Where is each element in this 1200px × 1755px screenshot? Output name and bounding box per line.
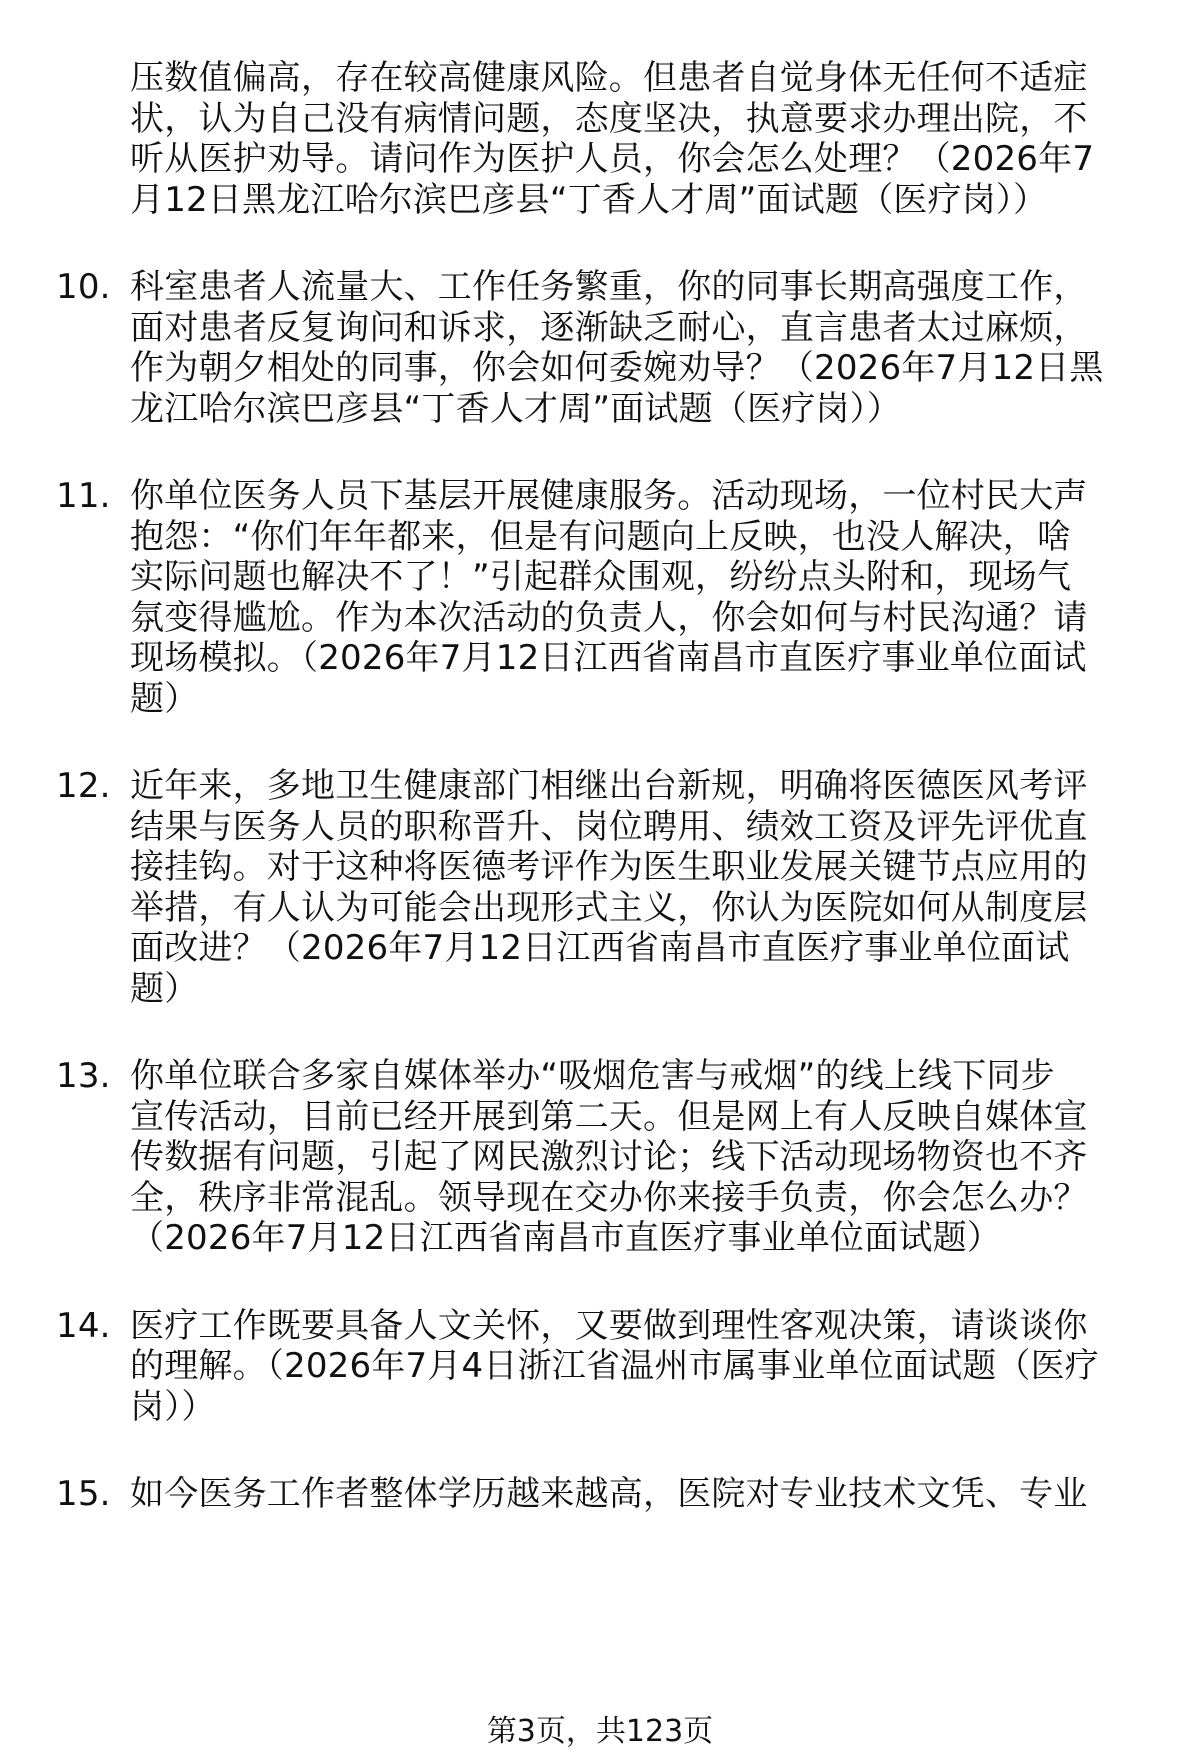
question-text-line: 医疗工作既要具备人文关怀，又要做到理性客观决策，请谈谈你 (130, 1305, 1088, 1346)
question-text-line: 状，认为自己没有病情问题，态度坚决，执意要求办理出院，不 (130, 98, 1088, 139)
question-item (0, 1474, 1150, 1515)
question-text-line: 压数值偏高，存在较高健康风险。但患者自觉身体无任何不适症 (130, 58, 1088, 98)
question-text-line: （2026年7月12日江西省南昌市直医疗事业单位面试题） (130, 1218, 1002, 1258)
question-text-line: 月12日黑龙江哈尔滨巴彦县“丁香人才周”面试题（医疗岗）） (130, 179, 1048, 220)
question-number: 14. (56, 1305, 111, 1346)
question-text-line: 题） (130, 968, 199, 1009)
question-text-line: 如今医务工作者整体学历越来越高，医院对专业技术文凭、专业 (130, 1474, 1088, 1514)
question-text-line: 面对患者反复询问和诉求，逐渐缺乏耐心，直言患者太过麻烦， (130, 307, 1088, 348)
question-text-line: 题） (130, 678, 199, 719)
question-item (0, 1056, 1150, 1259)
question-item (0, 1306, 1150, 1428)
question-text-line: 氛变得尴尬。作为本次活动的负责人，你会如何与村民沟通？请 (130, 597, 1088, 638)
question-text-line: 的理解。（2026年7月4日浙江省温州市属事业单位面试题（医疗 (130, 1346, 1099, 1386)
question-number: 10. (56, 267, 111, 307)
question-number: 15. (56, 1474, 111, 1514)
question-text-line: 全，秩序非常混乱。领导现在交办你来接手负责，你会怎么办？ (130, 1177, 1088, 1218)
question-text-line: 传数据有问题，引起了网民激烈讨论；线下活动现场物资也不齐 (130, 1137, 1088, 1177)
question-text-line: 听从医护劝导。请问作为医护人员，你会怎么处理？（2026年7 (130, 139, 1095, 179)
question-text-line: 宣传活动，目前已经开展到第二天。但是网上有人反映自媒体宣 (130, 1096, 1088, 1137)
question-text-line: 龙江哈尔滨巴彦县“丁香人才周”面试题（医疗岗）） (130, 388, 902, 429)
question-item (0, 58, 1150, 220)
question-item (0, 267, 1150, 429)
question-text-line: 举措，有人认为可能会出现形式主义，你认为医院如何从制度层 (130, 887, 1088, 928)
question-list (0, 58, 1200, 1562)
question-text-line: 结果与医务人员的职称晋升、岗位聘用、绩效工资及评先评优直 (130, 806, 1088, 847)
question-item (0, 476, 1150, 719)
question-text-line: 实际问题也解决不了！”引起群众围观，纷纷点头附和，现场气 (130, 557, 1072, 597)
question-text-line: 近年来，多地卫生健康部门相继出台新规，明确将医德医风考评 (130, 766, 1088, 806)
question-text-line: 你单位联合多家自媒体举办“吸烟危害与戒烟”的线上线下同步 (130, 1056, 1055, 1096)
question-text-line: 岗）） (130, 1386, 216, 1427)
question-text-line: 接挂钩。对于这种将医德考评作为医生职业发展关键节点应用的 (130, 847, 1088, 887)
question-text-line: 科室患者人流量大、工作任务繁重，你的同事长期高强度工作， (130, 267, 1088, 307)
question-number: 11. (56, 476, 111, 516)
question-item (0, 766, 1150, 1009)
question-text-line: 现场模拟。（2026年7月12日江西省南昌市直医疗事业单位面试 (130, 638, 1087, 678)
question-text-line: 面改进？（2026年7月12日江西省南昌市直医疗事业单位面试 (130, 928, 1070, 968)
question-text-line: 抱怨：“你们年年都来，但是有问题向上反映，也没人解决，啥 (130, 516, 1072, 557)
question-number: 13. (56, 1056, 111, 1096)
question-text-line: 作为朝夕相处的同事，你会如何委婉劝导？（2026年7月12日黑 (130, 348, 1104, 388)
question-number: 12. (56, 766, 111, 806)
page-footer: 第3页，共123页 (486, 1714, 714, 1749)
question-text-line: 你单位医务人员下基层开展健康服务。活动现场，一位村民大声 (130, 476, 1088, 516)
